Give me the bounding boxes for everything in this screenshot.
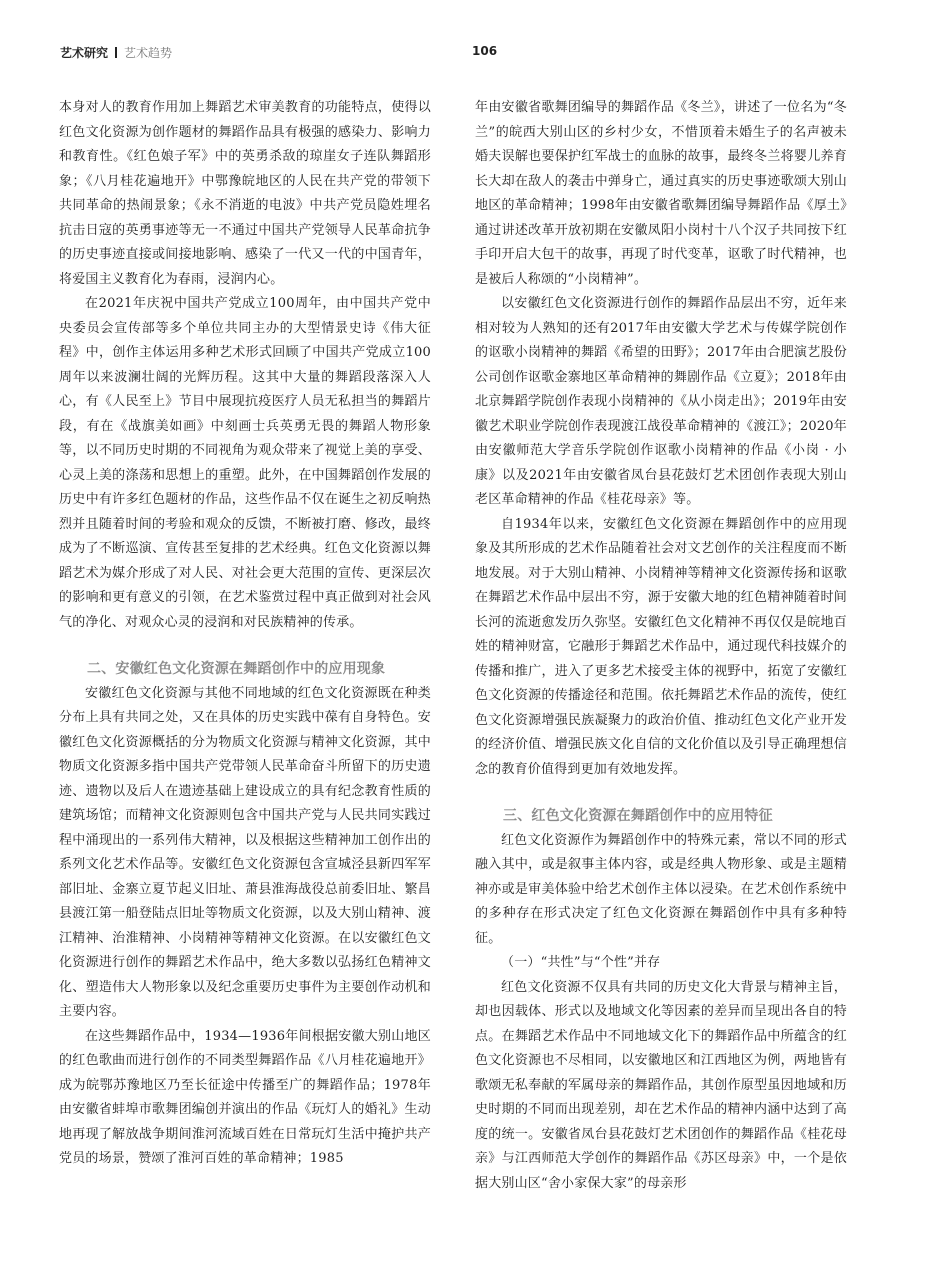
journal-title: 艺术研究 — [60, 46, 109, 60]
left-column — [59, 96, 431, 1172]
section-gap — [59, 635, 431, 657]
running-head — [60, 44, 172, 61]
paragraph: 红色文化资源作为舞蹈创作中的特殊元素，常以不同的形式融入其中，或是叙事主体内容，或是经典人物形象、或是主题精神亦或是审美体验中给艺术创作主体以浸染。在艺术创作系统中的多种存在形式决定了红色文化资源在舞蹈创作中具有多种特征。 — [475, 832, 847, 946]
right-column — [475, 96, 847, 1196]
section-gap — [475, 782, 847, 804]
paragraph: 年由安徽省歌舞团编导的舞蹈作品《冬兰》，讲述了一位名为“冬兰”的皖西大别山区的乡村少女，不惜顶着未婚生子的名声被未婚夫误解也要保护红军战士的血脉的故事，最终冬兰将婴儿养育长大却在敌人的袭击中弹身亡，通过真实的历史事迹歌颂大别山地区的革命精神；1998年由安徽省歌舞团编导舞蹈作品《厚土》通过讲述改革开放初期在安徽凤阳小岗村十八个汉子共同按下红手印开启大包干的故事，再现了时代变革，讴歌了时代精神，也是被后人称颂的“小岗精神”。 — [475, 100, 847, 287]
section-title: 艺术趋势 — [124, 46, 173, 60]
paragraph: 红色文化资源不仅具有共同的历史文化大背景与精神主旨，却也因载体、形式以及地域文化等因素的差异而呈现出各自的特点。在舞蹈艺术作品中不同地域文化下的舞蹈作品中所蕴含的红色文化资源也不尽相同，以安徽地区和江西地区为例，两地皆有歌颂无私奉献的军属母亲的舞蹈作品，其创作原型虽因地域和历史时期的不同而出现差别，却在艺术作品的精神内涵中达到了高度的统一。安徽省凤台县花鼓灯艺术团创作的舞蹈作品《桂花母亲》与江西师范大学创作的舞蹈作品《苏区母亲》中，一个是依据大别山区“舍小家保大家”的母亲形 — [475, 979, 847, 1191]
paragraph: 安徽红色文化资源与其他不同地域的红色文化资源既在种类分布上具有共同之处，又在具体的历史实践中葆有自身特色。安徽红色文化资源概括的分为物质文化资源与精神文化资源，其中物质文化资源多指中国共产党带领人民革命奋斗所留下的历史遗迹、遗物以及后人在遗迹基础上建设成立的具有纪念教育性质的建筑场馆；而精神文化资源则包含中国共产党与人民共同实践过程中涌现出的一系列伟大精神，以及根据这些精神加工创作出的系列文化艺术作品等。安徽红色文化资源包含宣城泾县新四军军部旧址、金寨立夏节起义旧址、萧县淮海战役总前委旧址、繁昌县渡江第一船登陆点旧址等物质文化资源，以及大别山精神、渡江精神、治淮精神、小岗精神等精神文化资源。在以安徽红色文化资源进行创作的舞蹈艺术作品中，绝大多数以弘扬红色精神文化、塑造伟大人物形象以及纪念重要历史事件为主要创作动机和主要内容。 — [59, 685, 431, 1019]
header-divider — [115, 47, 117, 58]
section-heading: 二、安徽红色文化资源在舞蹈创作中的应用现象 — [87, 661, 386, 677]
paragraph: 以安徽红色文化资源进行创作的舞蹈作品层出不穷，近年来相对较为人熟知的还有2017年由安徽大学艺术与传媒学院创作的讴歌小岗精神的舞蹈《希望的田野》；2017年由合肥演艺股份公司创作讴歌金寨地区革命精神的舞剧作品《立夏》；2018年由北京舞蹈学院创作表现小岗精神的《从小岗走出》；2019年由安徽艺术职业学院创作表现渡江战役革命精神的《渡江》；2020年由安徽师范大学音乐学院创作讴歌小岗精神的作品《小岗 · 小康》以及2021年由安徽省凤台县花鼓灯艺术团创作表现大别山老区革命精神的作品《桂花母亲》等。 — [475, 296, 847, 507]
paragraph: 在2021年庆祝中国共产党成立100周年，由中国共产党中央委员会宣传部等多个单位共同主办的大型情景史诗《伟大征程》中，创作主体运用多种艺术形式回顾了中国共产党成立100周年以来波澜壮阔的光辉历程。这其中大量的舞蹈段落深入人心，有《人民至上》节目中展现抗疫医疗人员无私担当的舞蹈片段，有在《战旗美如画》中刻画士兵英勇无畏的舞蹈人物形象等，以不同历史时期的不同视角为观众带来了视觉上美的享受、心灵上美的涤荡和思想上的重塑。此外，在中国舞蹈创作发展的历史中有许多红色题材的作品，这些作品不仅在诞生之初反响热烈并且随着时间的考验和观众的反馈，不断被打磨、修改，最终成为了不断巡演、宣传甚至复排的艺术经典。红色文化资源以舞蹈艺术为媒介形成了对人民、对社会更大范围的宣传、更深层次的影响和更有意义的引领，在艺术鉴赏过程中真正做到对社会风气的净化、对观众心灵的浸润和对民族精神的传承。 — [59, 296, 431, 630]
paragraph: 本身对人的教育作用加上舞蹈艺术审美教育的功能特点，使得以红色文化资源为创作题材的舞蹈作品具有极强的感染力、影响力和教育性。《红色娘子军》中的英勇杀敌的琼崖女子连队舞蹈形象；《八月桂花遍地开》中鄂豫皖地区的人民在共产党的带领下共同革命的热闹景象；《永不消逝的电波》中共产党员隐姓埋名抗击日寇的英勇事迹等无一不通过中国共产党领导人民革命抗争的历史事迹直接或间接地影响、感染了一代又一代的中国青年，将爱国主义教育化为春雨，浸润内心。 — [59, 100, 431, 287]
page-header — [60, 44, 890, 64]
paragraph: 在这些舞蹈作品中，1934—1936年间根据安徽大别山地区的红色歌曲而进行创作的不同类型舞蹈作品《八月桂花遍地开》成为皖鄂苏豫地区乃至长征途中传播至广的舞蹈作品；1978年由安徽省蚌埠市歌舞团编创并演出的作品《玩灯人的婚礼》生动地再现了解放战争期间淮河流域百姓在日常玩灯生活中掩护共产党员的场景，赞颂了淮河百姓的革命精神；1985 — [59, 1028, 431, 1166]
paragraph: 自1934年以来，安徽红色文化资源在舞蹈创作中的应用现象及其所形成的艺术作品随着社会对文艺创作的关注程度而不断地发展。对于大别山精神、小岗精神等精神文化资源传扬和讴歌在舞蹈艺术作品中层出不穷，源于安徽大地的红色精神随着时间长河的流逝愈发历久弥坚。安徽红色文化精神不再仅仅是皖地百姓的精神财富，它融形于舞蹈艺术作品中，通过现代科技媒介的传播和推广，进入了更多艺术接受主体的视野中，拓宽了安徽红色文化资源的传播途径和范围。依托舞蹈艺术作品的流传，使红色文化资源增强民族凝聚力的政治价值、推动红色文化产业开发的经济价值、增强民族文化自信的文化价值以及引导正确理想信念的教育价值得到更加有效地发挥。 — [475, 516, 847, 777]
page-number: 106 — [472, 44, 498, 58]
subsection-heading: （一）“共性”与“个性”并存 — [501, 955, 661, 970]
section-heading: 三、红色文化资源在舞蹈创作中的应用特征 — [503, 808, 773, 824]
